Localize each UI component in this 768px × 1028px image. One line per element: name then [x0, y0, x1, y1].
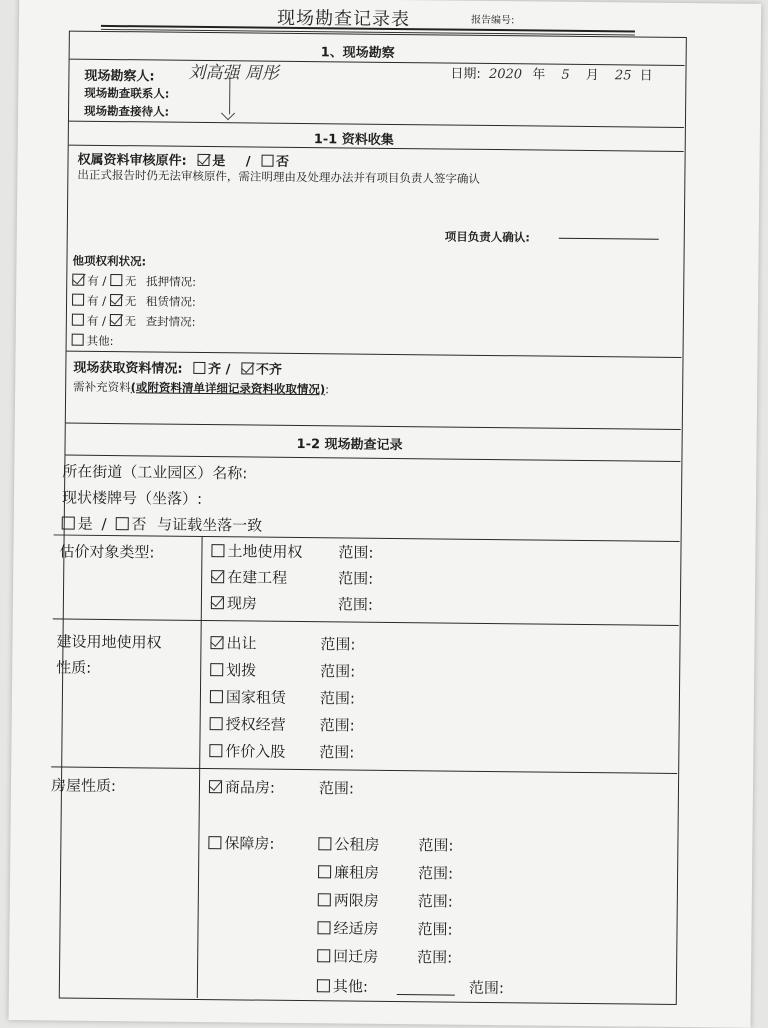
lease-yes-checkbox[interactable] [72, 294, 84, 306]
range-label: 范围: [468, 978, 505, 998]
affordable-sub-option [318, 833, 379, 855]
affordable-other-label: 其他: [332, 977, 369, 996]
location-consistency-row [62, 513, 263, 536]
original-review-label: 权属资料审核原件: [77, 152, 187, 169]
range-label: 范围: [418, 836, 454, 855]
consistent-yes-label: 是 [77, 514, 93, 533]
date-day-unit: 日 [639, 68, 653, 84]
consistent-no-checkbox[interactable] [115, 517, 128, 530]
land-use-option [210, 632, 256, 653]
state-lease-checkbox[interactable] [210, 690, 223, 703]
range-label: 范围: [320, 662, 356, 681]
seizure-label: 查封情况: [145, 314, 196, 329]
price-limited-checkbox[interactable] [318, 893, 331, 906]
date-row [450, 63, 652, 84]
affordable-other-option [317, 975, 368, 997]
no-label: 无 [124, 274, 137, 289]
range-label: 范围: [319, 689, 356, 708]
house-nature-label: 房屋性质: [50, 776, 117, 796]
state-lease-label: 国家租赁 [225, 688, 287, 707]
slash: / [245, 154, 251, 170]
land-use-option [210, 686, 286, 708]
date-year-unit: 年 [532, 67, 546, 83]
other-rights-label: 他项权利状况: [72, 253, 147, 269]
authorized-operation-checkbox[interactable] [210, 717, 223, 730]
original-no-checkbox[interactable] [261, 155, 273, 167]
incomplete-label: 不齐 [255, 362, 283, 378]
range-label: 范围: [417, 892, 453, 911]
slash: / [102, 293, 110, 309]
lease-no-checkbox[interactable] [110, 294, 122, 306]
affordable-sub-option [317, 917, 378, 939]
affordable-option [208, 832, 274, 854]
supplement-label: 需补充资料 [73, 379, 131, 395]
range-label: 范围: [337, 595, 374, 614]
low-rent-label: 廉租房 [334, 863, 380, 882]
commercial-housing-label: 商品房: [224, 778, 276, 797]
affordable-housing-checkbox[interactable] [208, 836, 221, 849]
affordable-sub-option [318, 861, 379, 883]
public-rental-checkbox[interactable] [318, 837, 331, 850]
original-review-note: 出正式报告时仍无法审核原件，需注明理由及处理办法并有项目负责人签字确认 [77, 167, 480, 186]
yes-label: 有 [86, 313, 99, 328]
object-type-option [211, 566, 287, 588]
lease-label: 租赁情况: [145, 294, 196, 309]
land-use-right-checkbox[interactable] [211, 544, 224, 557]
no-label: 无 [124, 314, 137, 329]
no-label: 无 [124, 294, 137, 309]
range-label: 范围: [417, 948, 453, 967]
resettlement-checkbox[interactable] [317, 949, 330, 962]
commercial-housing-checkbox[interactable] [209, 780, 222, 793]
range-label: 范围: [319, 743, 355, 762]
seizure-no-checkbox[interactable] [109, 314, 121, 326]
equity-investment-checkbox[interactable] [209, 744, 222, 757]
complete-label: 齐 [208, 362, 222, 378]
range-label: 范围: [417, 920, 453, 939]
mortgage-label: 抵押情况: [146, 274, 197, 289]
low-rent-checkbox[interactable] [318, 865, 331, 878]
yes-label: 有 [86, 293, 99, 308]
date-year: 2020 [488, 66, 523, 83]
affordable-sub-option [318, 889, 379, 911]
date-label: 日期: [450, 66, 481, 82]
slash: / [102, 273, 111, 289]
consistent-text: 与证载坐落一致 [157, 515, 263, 535]
land-use-nature-label-line1: 建设用地使用权 [56, 632, 162, 652]
mortgage-yes-checkbox[interactable] [72, 274, 84, 286]
land-use-right-label: 土地使用权 [227, 542, 303, 562]
allocation-checkbox[interactable] [210, 663, 223, 676]
mortgage-no-checkbox[interactable] [110, 274, 122, 286]
receptionist-label: 现场勘查接待人: [83, 103, 170, 119]
section-1-2-heading: 1-2 现场勘查记录 [296, 436, 403, 454]
rights-row [72, 313, 196, 330]
object-type-option [211, 592, 257, 613]
range-label: 范围: [320, 635, 356, 654]
report-number-label: 报告编号: [470, 14, 515, 27]
supplement-colon: : [325, 382, 330, 397]
original-yes-label: 是 [212, 154, 226, 170]
street-name-label: 所在街道（工业园区）名称: [62, 462, 248, 483]
existing-house-label: 现房 [226, 594, 258, 613]
resettlement-label: 回迁房 [333, 947, 379, 966]
form-title: 现场勘查记录表 [276, 7, 411, 31]
land-use-nature-label-line2: 性质: [56, 658, 92, 677]
land-use-option [209, 740, 285, 762]
land-use-option [210, 713, 286, 735]
range-label: 范围: [319, 716, 355, 735]
under-construction-checkbox[interactable] [211, 570, 224, 583]
rights-row [72, 273, 196, 290]
other-rights-checkbox[interactable] [72, 334, 84, 346]
section-1-1-heading: 1-1 资料收集 [313, 132, 394, 148]
materials-incomplete-checkbox[interactable] [241, 362, 253, 374]
materials-label: 现场获取资料情况: [73, 360, 183, 377]
affordable-sub-option [317, 945, 378, 967]
transfer-label: 出让 [226, 634, 257, 653]
pm-confirm-label: 项目负责人确认: [444, 229, 530, 245]
slash: / [101, 514, 107, 533]
economic-housing-checkbox[interactable] [317, 921, 330, 934]
investigator-signature: 刘高强 周彤 [188, 62, 279, 84]
range-label: 范围: [417, 864, 454, 883]
other-label: 其他: [86, 333, 114, 349]
rights-other-row [72, 333, 114, 349]
slash: / [225, 362, 235, 378]
original-no-label: 否 [276, 154, 290, 170]
record-form-paper [9, 0, 762, 1028]
slash: / [101, 313, 110, 329]
seizure-yes-checkbox[interactable] [72, 314, 84, 326]
date-month: 5 [561, 67, 570, 83]
land-use-option [210, 659, 256, 680]
rights-row [72, 293, 196, 310]
object-type-option [211, 540, 302, 562]
supplement-note: (或附资料清单详细记录资料收取情况) [130, 380, 326, 397]
range-label: 范围: [338, 543, 374, 562]
price-limited-label: 两限房 [333, 891, 379, 910]
affordable-other-checkbox[interactable] [317, 979, 330, 992]
authorized-operation-label: 授权经营 [225, 715, 286, 734]
public-rental-label: 公租房 [334, 835, 380, 854]
range-label: 范围: [338, 569, 374, 588]
affordable-housing-label: 保障房: [224, 834, 275, 853]
date-month-unit: 月 [585, 67, 599, 84]
investigator-label: 现场勘察人: [84, 68, 155, 85]
materials-row [73, 357, 282, 378]
supplement-row [73, 379, 329, 398]
object-type-label: 估价对象类型: [59, 542, 155, 562]
allocation-label: 划拨 [226, 661, 257, 680]
contact-label: 现场勘查联系人: [84, 85, 170, 101]
equity-investment-label: 作价入股 [225, 742, 286, 761]
transfer-checkbox[interactable] [210, 636, 223, 649]
range-label: 范围: [318, 779, 355, 798]
section-1-heading: 1、现场勘察 [320, 45, 395, 61]
under-construction-label: 在建工程 [227, 568, 288, 587]
commercial-option [209, 776, 275, 798]
date-day: 25 [614, 68, 632, 84]
building-plate-label: 现状楼牌号（坐落）: [61, 488, 203, 508]
yes-label: 有 [87, 273, 99, 288]
economic-housing-label: 经适房 [333, 919, 379, 938]
original-yes-checkbox[interactable] [197, 154, 209, 166]
existing-house-checkbox[interactable] [211, 596, 224, 609]
consistent-no-label: 否 [131, 515, 147, 534]
consistent-yes-checkbox[interactable] [62, 517, 75, 530]
materials-complete-checkbox[interactable] [193, 362, 205, 374]
